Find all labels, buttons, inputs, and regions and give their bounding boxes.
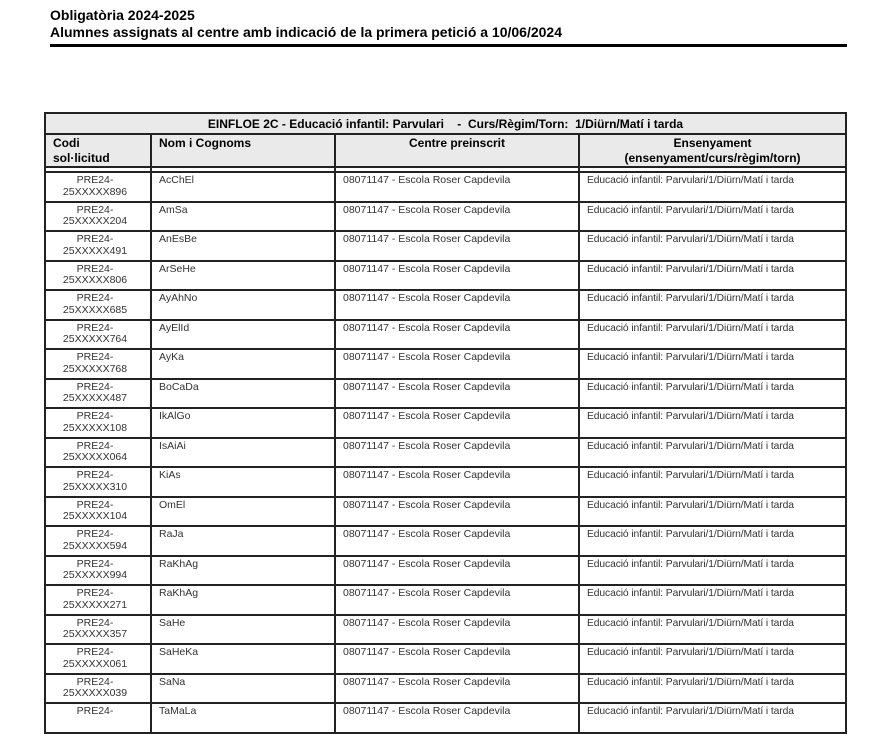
cell-ensenyament: Educació infantil: Parvulari/1/Diürn/Matí i tarda <box>579 438 846 468</box>
table-row <box>45 408 846 438</box>
cell-centre: 08071147 - Escola Roser Capdevila <box>335 556 579 586</box>
table-row <box>45 674 846 704</box>
codi-line1: PRE24- <box>76 174 114 186</box>
codi-line2: 25XXXXX594 <box>62 539 128 552</box>
doc-title-line1: Obligatòria 2024-2025 <box>50 7 195 23</box>
cell-ensenyament: Educació infantil: Parvulari/1/Diürn/Matí i tarda <box>579 526 846 556</box>
cell-centre: 08071147 - Escola Roser Capdevila <box>335 703 579 733</box>
codi-line2: 25XXXXX994 <box>62 569 128 581</box>
cell-nom: RaKhAg <box>151 585 335 615</box>
cell-nom: AyElId <box>151 320 335 350</box>
cell-codi <box>45 320 151 350</box>
cell-centre: 08071147 - Escola Roser Capdevila <box>335 349 579 379</box>
cell-nom: RaJa <box>151 526 335 556</box>
cell-codi <box>45 674 151 704</box>
codi-line1: PRE24- <box>76 321 114 334</box>
codi-line1: PRE24- <box>76 380 114 393</box>
cell-nom: ArSeHe <box>151 261 335 291</box>
cell-centre: 08071147 - Escola Roser Capdevila <box>335 438 579 468</box>
codi-line1: PRE24- <box>76 646 114 658</box>
codi-line1: PRE24- <box>76 439 114 452</box>
cell-codi <box>45 467 151 497</box>
column-header-row <box>45 134 846 167</box>
cell-ensenyament: Educació infantil: Parvulari/1/Diürn/Matí i tarda <box>579 615 846 645</box>
codi-line2: 25XXXXX768 <box>62 362 128 375</box>
codi-line1: PRE24- <box>76 233 114 245</box>
cell-centre: 08071147 - Escola Roser Capdevila <box>335 674 579 704</box>
cell-codi <box>45 703 151 733</box>
table-body <box>45 172 846 733</box>
cell-codi <box>45 497 151 527</box>
cell-ensenyament: Educació infantil: Parvulari/1/Diürn/Matí i tarda <box>579 379 846 409</box>
codi-line1: PRE24- <box>76 262 114 275</box>
col-header-nom <box>151 134 335 167</box>
cell-codi <box>45 556 151 586</box>
codi-line2: 25XXXXX685 <box>62 303 128 316</box>
cell-codi <box>45 261 151 291</box>
cell-ensenyament: Educació infantil: Parvulari/1/Diürn/Matí i tarda <box>579 320 846 350</box>
table-row <box>45 556 846 586</box>
col-header-codi-line1: Codi <box>53 136 80 150</box>
cell-codi <box>45 172 151 202</box>
codi-line2: 25XXXXX061 <box>62 657 128 670</box>
cell-ensenyament: Educació infantil: Parvulari/1/Diürn/Matí i tarda <box>579 408 846 438</box>
table-row <box>45 349 846 379</box>
cell-ensenyament: Educació infantil: Parvulari/1/Diürn/Matí i tarda <box>579 703 846 733</box>
cell-ensenyament: Educació infantil: Parvulari/1/Diürn/Matí i tarda <box>579 644 846 674</box>
cell-centre: 08071147 - Escola Roser Capdevila <box>335 585 579 615</box>
codi-line1: PRE24- <box>76 351 114 363</box>
cell-ensenyament: Educació infantil: Parvulari/1/Diürn/Matí i tarda <box>579 349 846 379</box>
col-header-ensenyament-line2: (ensenyament/curs/règim/torn) <box>624 151 801 165</box>
col-header-centre <box>335 134 579 167</box>
table-row <box>45 703 846 733</box>
cell-centre: 08071147 - Escola Roser Capdevila <box>335 320 579 350</box>
doc-title-line2: Alumnes assignats al centre amb indicació de la primera petició a 10/06/2024 <box>50 24 563 40</box>
cell-ensenyament: Educació infantil: Parvulari/1/Diürn/Matí i tarda <box>579 674 846 704</box>
cell-ensenyament: Educació infantil: Parvulari/1/Diürn/Matí i tarda <box>579 290 846 320</box>
codi-line1: PRE24- <box>76 498 114 511</box>
table-row <box>45 526 846 556</box>
codi-line2: 25XXXXX104 <box>62 510 128 522</box>
table-row <box>45 438 846 468</box>
cell-centre: 08071147 - Escola Roser Capdevila <box>335 172 579 202</box>
col-header-nom-line1: Nom i Cognoms <box>159 136 251 150</box>
cell-nom: KiAs <box>151 467 335 497</box>
cell-centre: 08071147 - Escola Roser Capdevila <box>335 261 579 291</box>
cell-codi <box>45 290 151 320</box>
col-header-codi <box>45 134 151 167</box>
cell-nom: SaNa <box>151 674 335 704</box>
cell-centre: 08071147 - Escola Roser Capdevila <box>335 644 579 674</box>
table-row <box>45 615 846 645</box>
cell-nom: AcChEl <box>151 172 335 202</box>
cell-nom: AnEsBe <box>151 231 335 261</box>
table-row <box>45 644 846 674</box>
cell-codi <box>45 202 151 232</box>
cell-ensenyament: Educació infantil: Parvulari/1/Diürn/Matí i tarda <box>579 172 846 202</box>
cell-nom: AyKa <box>151 349 335 379</box>
table-row <box>45 261 846 291</box>
cell-ensenyament: Educació infantil: Parvulari/1/Diürn/Matí i tarda <box>579 467 846 497</box>
cell-centre: 08071147 - Escola Roser Capdevila <box>335 467 579 497</box>
table-row <box>45 467 846 497</box>
cell-nom: IsAiAi <box>151 438 335 468</box>
cell-ensenyament: Educació infantil: Parvulari/1/Diürn/Matí i tarda <box>579 202 846 232</box>
cell-codi <box>45 408 151 438</box>
table-row <box>45 172 846 202</box>
codi-line2: 25XXXXX204 <box>62 215 128 227</box>
cell-centre: 08071147 - Escola Roser Capdevila <box>335 526 579 556</box>
codi-line1: PRE24- <box>76 705 114 717</box>
codi-line2: 25XXXXX271 <box>62 598 128 611</box>
codi-line1: PRE24- <box>76 410 114 422</box>
cell-codi <box>45 644 151 674</box>
codi-line2: 25XXXXX491 <box>62 244 128 257</box>
cell-codi <box>45 349 151 379</box>
codi-line2: 25XXXXX357 <box>62 628 128 640</box>
cell-centre: 08071147 - Escola Roser Capdevila <box>335 408 579 438</box>
assignments-table <box>44 112 847 734</box>
cell-ensenyament: Educació infantil: Parvulari/1/Diürn/Matí i tarda <box>579 261 846 291</box>
document-header <box>50 7 847 47</box>
cell-nom: BoCaDa <box>151 379 335 409</box>
codi-line1: PRE24- <box>76 292 114 304</box>
col-header-ensenyament <box>579 134 846 167</box>
cell-codi <box>45 615 151 645</box>
cell-ensenyament: Educació infantil: Parvulari/1/Diürn/Matí i tarda <box>579 497 846 527</box>
group-title: EINFLOE 2C - Educació infantil: Parvulari - Curs/Règim/Torn: 1/Diürn/Matí i tarda <box>45 113 846 134</box>
codi-line2: 25XXXXX039 <box>62 687 128 699</box>
cell-nom: RaKhAg <box>151 556 335 586</box>
codi-line2: 25XXXXX487 <box>62 392 128 404</box>
codi-line1: PRE24- <box>76 203 114 216</box>
table-row <box>45 585 846 615</box>
cell-centre: 08071147 - Escola Roser Capdevila <box>335 290 579 320</box>
codi-line1: PRE24- <box>76 528 114 540</box>
cell-nom: SaHeKa <box>151 644 335 674</box>
cell-centre: 08071147 - Escola Roser Capdevila <box>335 231 579 261</box>
cell-nom: IkAlGo <box>151 408 335 438</box>
cell-nom: TaMaLa <box>151 703 335 733</box>
codi-line1: PRE24- <box>76 469 114 481</box>
codi-line2: 25XXXXX064 <box>62 451 128 463</box>
cell-ensenyament: Educació infantil: Parvulari/1/Diürn/Matí i tarda <box>579 556 846 586</box>
cell-codi <box>45 231 151 261</box>
codi-line2: 25XXXXX896 <box>62 185 128 198</box>
group-title-row <box>45 113 846 134</box>
cell-codi <box>45 438 151 468</box>
table-row <box>45 231 846 261</box>
cell-centre: 08071147 - Escola Roser Capdevila <box>335 497 579 527</box>
codi-line2: 25XXXXX764 <box>62 333 128 345</box>
table-row <box>45 320 846 350</box>
cell-nom: OmEl <box>151 497 335 527</box>
table-row <box>45 290 846 320</box>
table-row <box>45 202 846 232</box>
table-row <box>45 497 846 527</box>
cell-codi <box>45 526 151 556</box>
codi-line1: PRE24- <box>76 587 114 599</box>
codi-line2: 25XXXXX108 <box>62 421 128 434</box>
cell-nom: SaHe <box>151 615 335 645</box>
table-row <box>45 379 846 409</box>
codi-line2: 25XXXXX310 <box>62 480 128 493</box>
col-header-codi-line2: sol·licitud <box>53 151 110 165</box>
codi-line1: PRE24- <box>76 557 114 570</box>
col-header-ensenyament-line1: Ensenyament <box>673 136 752 150</box>
cell-nom: AmSa <box>151 202 335 232</box>
codi-line2: 25XXXXX806 <box>62 274 128 286</box>
cell-ensenyament: Educació infantil: Parvulari/1/Diürn/Matí i tarda <box>579 231 846 261</box>
codi-line1: PRE24- <box>76 616 114 629</box>
cell-codi <box>45 379 151 409</box>
cell-centre: 08071147 - Escola Roser Capdevila <box>335 202 579 232</box>
cell-codi <box>45 585 151 615</box>
codi-line1: PRE24- <box>76 675 114 688</box>
cell-centre: 08071147 - Escola Roser Capdevila <box>335 379 579 409</box>
col-header-centre-line1: Centre preinscrit <box>408 136 506 150</box>
cell-centre: 08071147 - Escola Roser Capdevila <box>335 615 579 645</box>
cell-nom: AyAhNo <box>151 290 335 320</box>
cell-ensenyament: Educació infantil: Parvulari/1/Diürn/Matí i tarda <box>579 585 846 615</box>
